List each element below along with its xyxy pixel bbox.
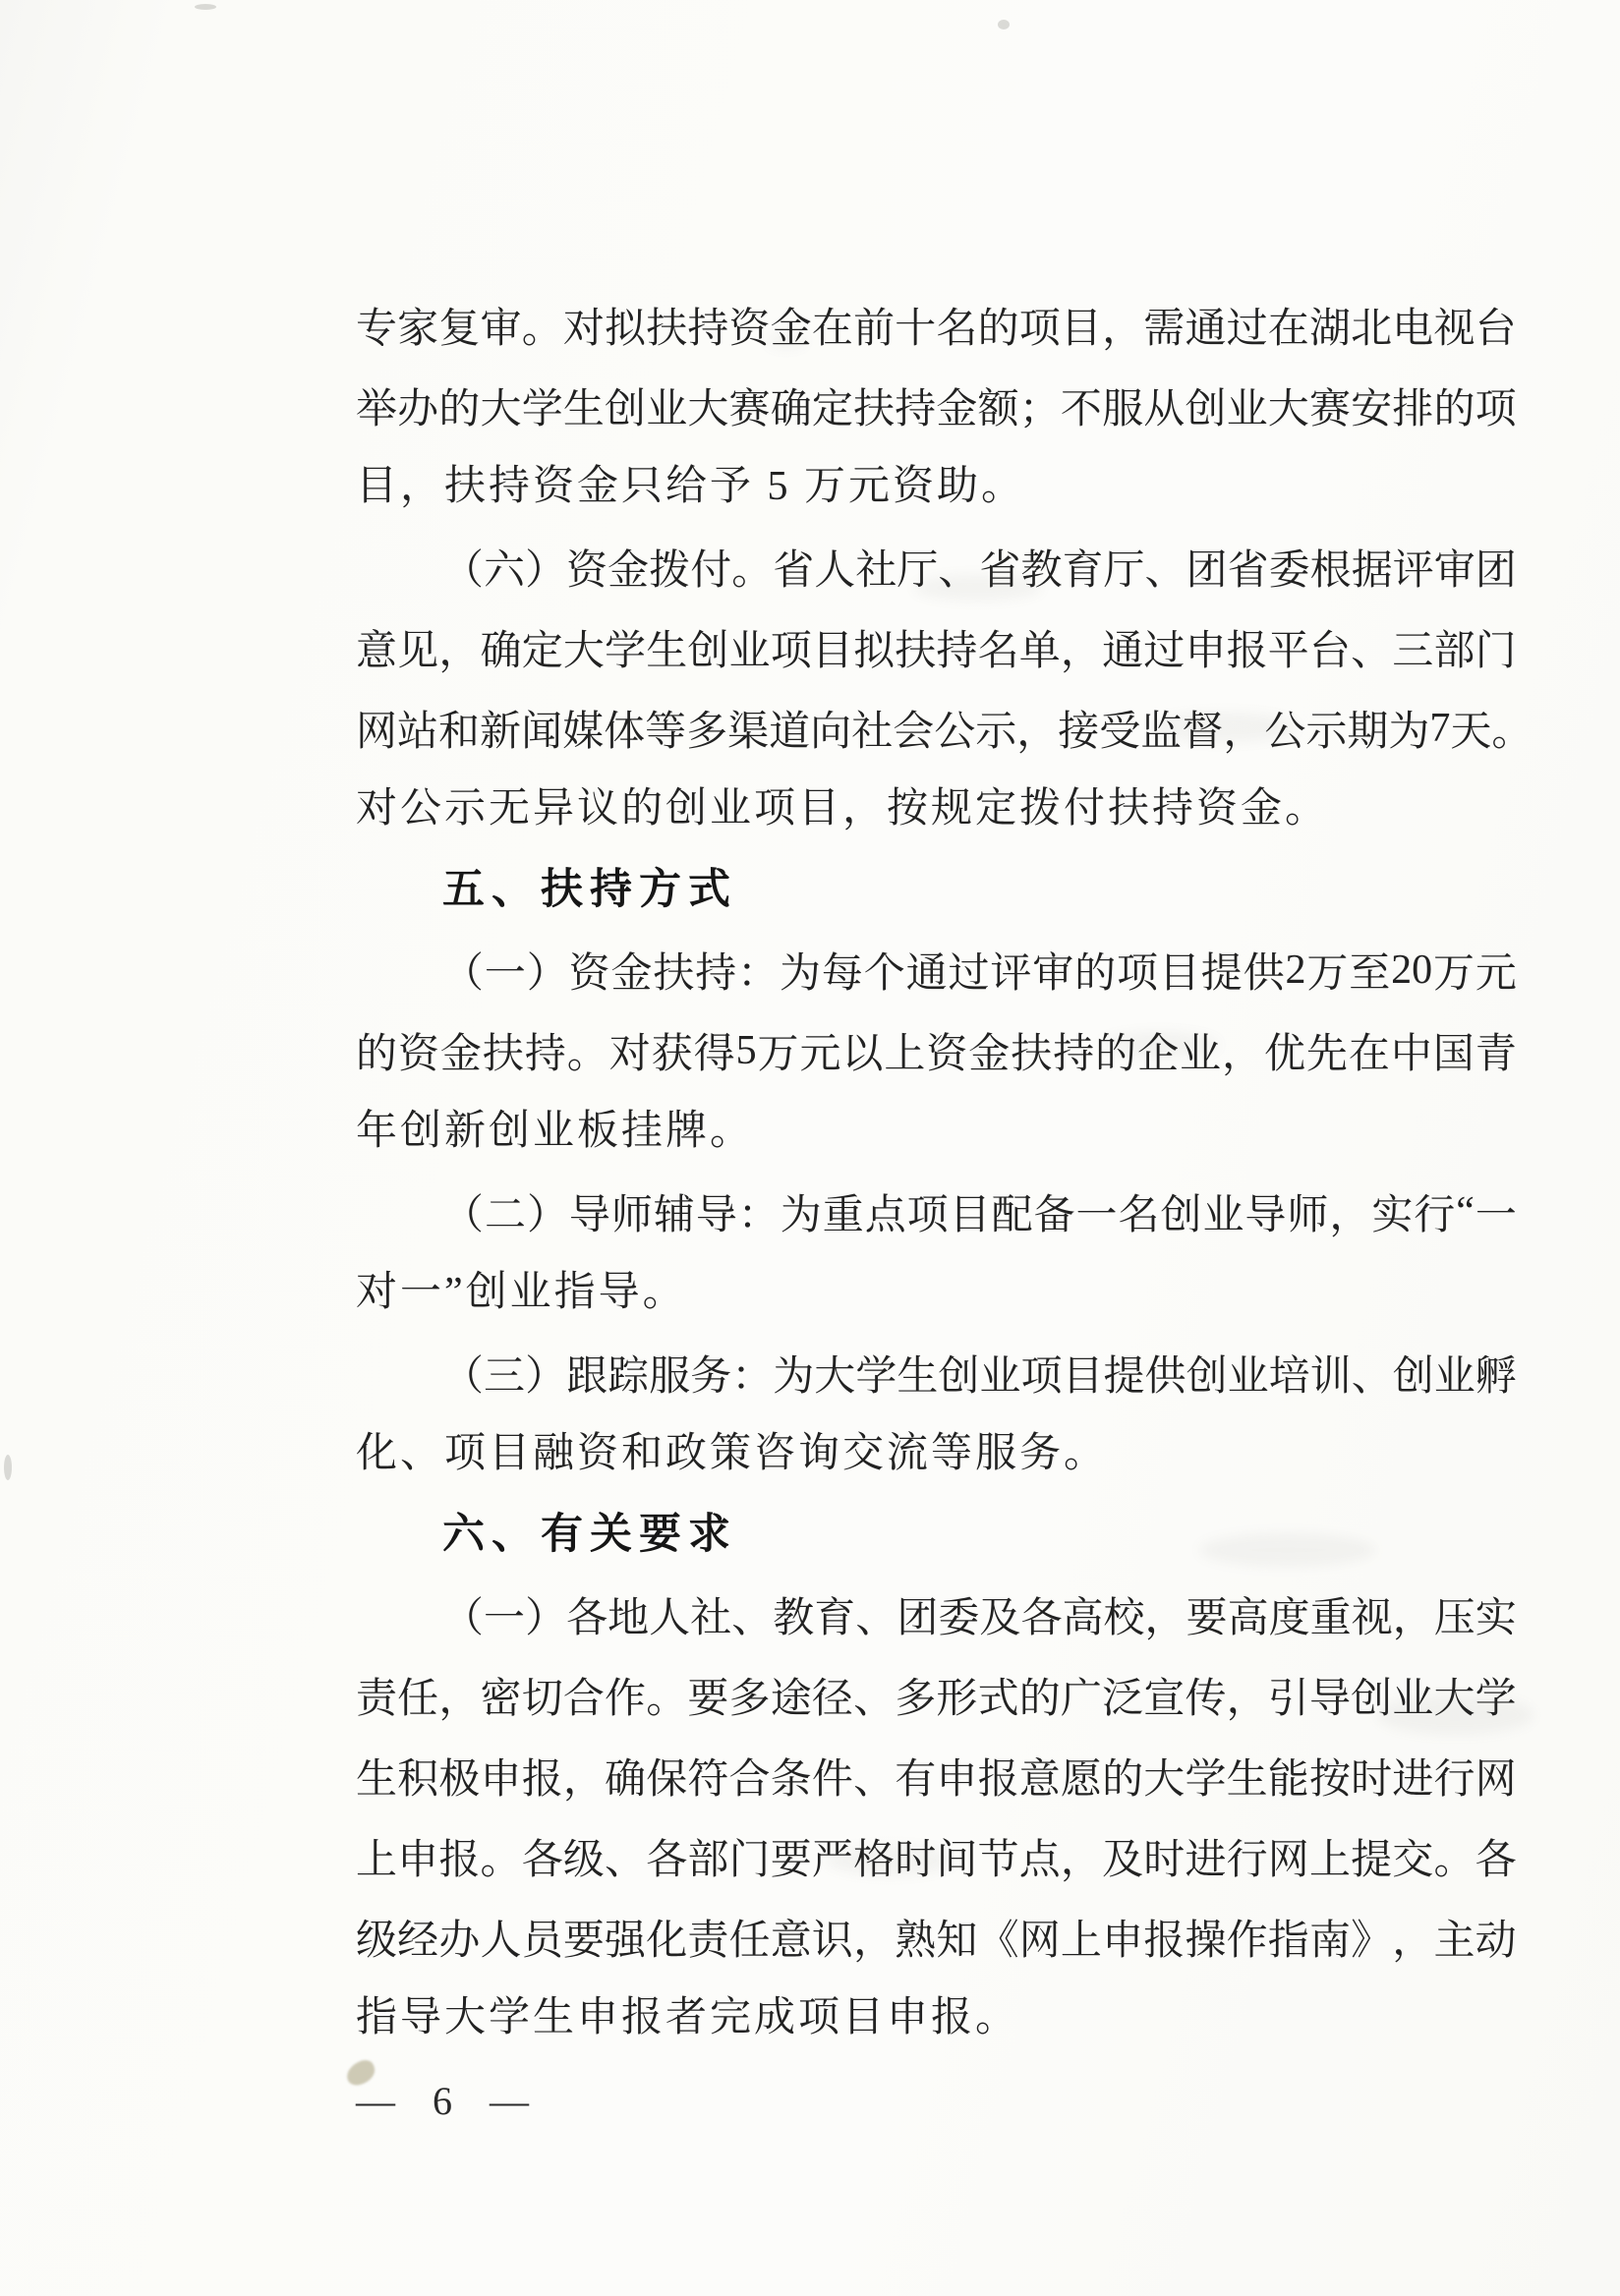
document-line: 举 办 的 大 学 生 创 业 大 赛 确 定 扶 持 金 额 ； 不 服 从 创 业 大 赛 安 排 的 项: [356, 387, 1517, 432]
scan-speck: [195, 4, 216, 10]
document-line: （ 一 ） 资 金 扶 持 ： 为 每 个 通 过 评 审 的 项 目 提 供 2 万 至 20 万 元: [442, 947, 1517, 997]
section-heading: 五、扶持方式: [442, 866, 737, 913]
document-line: 级 经 办 人 员 要 强 化 责 任 意 识 ， 熟 知 《 网 上 申 报 操 作 指 南 》 ， 主 动: [356, 1919, 1517, 1964]
scan-speck: [4, 1455, 12, 1480]
document-line: （ 二 ） 导 师 辅 导 ： 为 重 点 项 目 配 备 一 名 创 业 导 师 ， 实 行 “ 一: [442, 1189, 1517, 1238]
scan-speck: [998, 20, 1010, 29]
document-line: 上 申 报 。 各 级 、 各 部 门 要 严 格 时 间 节 点 ， 及 时 进 行 网 上 提 交 。 各: [356, 1838, 1517, 1883]
document-line: 责 任 ， 密 切 合 作 。 要 多 途 径 、 多 形 式 的 广 泛 宣 传 ， 引 导 创 业 大 学: [356, 1677, 1517, 1722]
document-line: 年创新创业板挂牌。: [356, 1109, 755, 1154]
document-line: 目，扶持资金只给予 5 万元资助。: [356, 464, 1026, 509]
page-number: — 6 —: [356, 2079, 543, 2123]
document-line: 指导大学生申报者完成项目申报。: [356, 1995, 1020, 2040]
document-line: （ 三 ） 跟 踪 服 务 ： 为 大 学 生 创 业 项 目 提 供 创 业 培 训 、 创 业 孵: [442, 1354, 1517, 1400]
document-line: 的 资 金 扶 持 。 对 获 得 5 万 元 以 上 资 金 扶 持 的 企 业 ， 优 先 在 中 国 青: [356, 1028, 1517, 1077]
document-line: （ 一 ） 各 地 人 社 、 教 育 、 团 委 及 各 高 校 ， 要 高 度 重 视 ， 压 实: [442, 1596, 1517, 1641]
section-heading: 六、有关要求: [442, 1511, 737, 1558]
document-line: 专 家 复 审 。 对 拟 扶 持 资 金 在 前 十 名 的 项 目 ， 需 通 过 在 湖 北 电 视 台: [356, 307, 1517, 352]
document-line: 生 积 极 申 报 ， 确 保 符 合 条 件 、 有 申 报 意 愿 的 大 学 生 能 按 时 进 行 网: [356, 1757, 1517, 1803]
page-footer: [356, 2070, 543, 2133]
document-line: 化、项目融资和政策咨询交流等服务。: [356, 1431, 1109, 1476]
text-block: [356, 285, 1533, 2058]
document-line: 网 站 和 新 闻 媒 体 等 多 渠 道 向 社 会 公 示 ， 接 受 监 督 ， 公 示 期 为 7 天 。: [356, 706, 1533, 755]
document-line: 对公示无异议的创业项目，按规定拨付扶持资金。: [356, 786, 1330, 832]
document-line: 意 见 ， 确 定 大 学 生 创 业 项 目 拟 扶 持 名 单 ， 通 过 申 报 平 台 、 三 部 门: [356, 629, 1517, 674]
document-line: （ 六 ） 资 金 拨 付 。 省 人 社 厅 、 省 教 育 厅 、 团 省 委 根 据 评 审 团: [442, 548, 1517, 594]
document-line: 对一”创业指导。: [356, 1270, 687, 1315]
